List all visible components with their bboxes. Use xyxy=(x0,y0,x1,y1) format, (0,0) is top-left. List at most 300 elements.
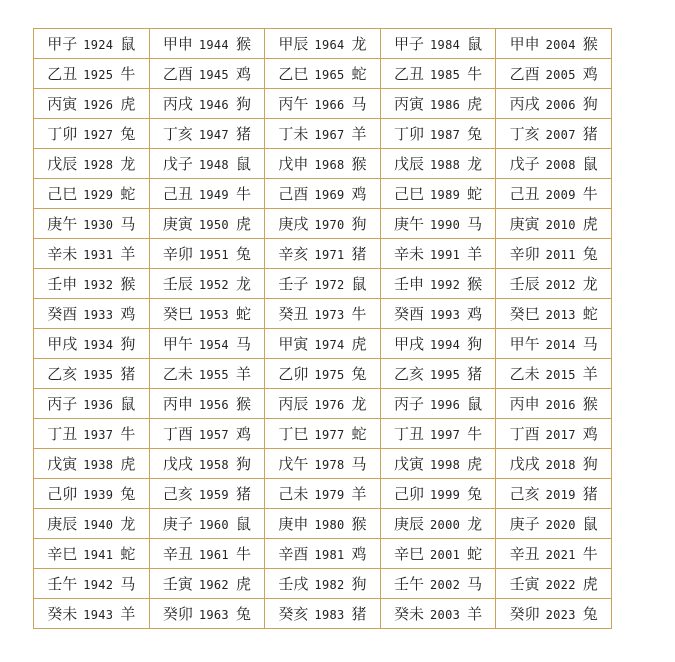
ganzhi-label: 壬午 xyxy=(394,575,425,593)
ganzhi-label: 辛丑 xyxy=(162,545,193,563)
zodiac-animal: 猪 xyxy=(235,485,251,503)
year-number: 1984 xyxy=(430,38,461,52)
zodiac-animal: 鼠 xyxy=(120,35,136,53)
year-cell xyxy=(265,149,381,179)
zodiac-animal: 虎 xyxy=(235,575,251,593)
year-cell xyxy=(149,329,265,359)
year-cell xyxy=(496,239,612,269)
year-number: 2011 xyxy=(545,248,576,262)
year-cell xyxy=(496,449,612,479)
year-cell xyxy=(149,179,265,209)
year-cell xyxy=(149,509,265,539)
zodiac-animal: 兔 xyxy=(120,485,136,503)
year-number: 1958 xyxy=(198,458,229,472)
ganzhi-label: 戊子 xyxy=(509,155,540,173)
year-cell xyxy=(496,359,612,389)
zodiac-animal: 牛 xyxy=(235,185,251,203)
ganzhi-label: 壬申 xyxy=(47,275,78,293)
year-cell xyxy=(265,569,381,599)
year-number: 1962 xyxy=(198,578,229,592)
year-cell xyxy=(496,209,612,239)
table-row xyxy=(34,569,612,599)
ganzhi-label: 甲申 xyxy=(162,35,193,53)
zodiac-animal: 牛 xyxy=(351,305,367,323)
year-cell xyxy=(149,89,265,119)
year-cell xyxy=(34,269,150,299)
zodiac-animal: 猴 xyxy=(467,275,483,293)
year-cell xyxy=(496,29,612,59)
ganzhi-label: 己巳 xyxy=(394,185,425,203)
zodiac-animal: 龙 xyxy=(351,395,367,413)
year-number: 1935 xyxy=(83,368,114,382)
ganzhi-label: 壬子 xyxy=(278,275,309,293)
year-cell xyxy=(380,209,496,239)
year-number: 1981 xyxy=(314,548,345,562)
year-number: 2016 xyxy=(545,398,576,412)
zodiac-animal: 鼠 xyxy=(582,515,598,533)
year-cell xyxy=(149,479,265,509)
zodiac-animal: 鸡 xyxy=(582,425,598,443)
zodiac-animal: 蛇 xyxy=(351,425,367,443)
year-cell xyxy=(149,539,265,569)
year-cell xyxy=(380,269,496,299)
ganzhi-label: 丁亥 xyxy=(162,125,193,143)
year-number: 1968 xyxy=(314,158,345,172)
year-number: 1986 xyxy=(430,98,461,112)
ganzhi-label: 庚申 xyxy=(278,515,309,533)
ganzhi-label: 戊戌 xyxy=(509,455,540,473)
year-cell xyxy=(380,449,496,479)
year-cell xyxy=(496,479,612,509)
zodiac-year-table-container xyxy=(33,28,612,629)
year-cell xyxy=(149,299,265,329)
zodiac-animal: 猪 xyxy=(120,365,136,383)
year-cell xyxy=(496,509,612,539)
zodiac-animal: 虎 xyxy=(235,215,251,233)
ganzhi-label: 甲子 xyxy=(394,35,425,53)
year-number: 1961 xyxy=(198,548,229,562)
year-cell xyxy=(34,419,150,449)
ganzhi-label: 己卯 xyxy=(47,485,78,503)
table-row xyxy=(34,329,612,359)
zodiac-animal: 猪 xyxy=(582,485,598,503)
year-number: 1944 xyxy=(198,38,229,52)
year-cell xyxy=(380,509,496,539)
year-number: 1951 xyxy=(198,248,229,262)
ganzhi-label: 乙巳 xyxy=(278,65,309,83)
year-cell xyxy=(380,59,496,89)
ganzhi-label: 乙酉 xyxy=(509,65,540,83)
year-number: 1949 xyxy=(198,188,229,202)
ganzhi-label: 丙午 xyxy=(278,95,309,113)
zodiac-animal: 羊 xyxy=(235,365,251,383)
year-number: 1946 xyxy=(198,98,229,112)
zodiac-animal: 牛 xyxy=(120,65,136,83)
year-cell xyxy=(496,419,612,449)
table-row xyxy=(34,389,612,419)
ganzhi-label: 乙丑 xyxy=(394,65,425,83)
year-number: 1997 xyxy=(430,428,461,442)
year-number: 1942 xyxy=(83,578,114,592)
year-number: 1959 xyxy=(198,488,229,502)
zodiac-animal: 鼠 xyxy=(467,395,483,413)
year-number: 1924 xyxy=(83,38,114,52)
year-number: 2014 xyxy=(545,338,576,352)
year-cell xyxy=(34,59,150,89)
year-cell xyxy=(265,359,381,389)
year-cell xyxy=(149,449,265,479)
year-number: 1980 xyxy=(314,518,345,532)
ganzhi-label: 己丑 xyxy=(509,185,540,203)
ganzhi-label: 甲申 xyxy=(509,35,540,53)
zodiac-animal: 鼠 xyxy=(351,275,367,293)
ganzhi-label: 乙未 xyxy=(162,365,193,383)
year-number: 1928 xyxy=(83,158,114,172)
zodiac-animal: 牛 xyxy=(582,185,598,203)
zodiac-animal: 龙 xyxy=(351,35,367,53)
year-number: 1977 xyxy=(314,428,345,442)
year-number: 1945 xyxy=(198,68,229,82)
zodiac-animal: 牛 xyxy=(235,545,251,563)
year-cell xyxy=(265,479,381,509)
table-row xyxy=(34,299,612,329)
zodiac-animal: 羊 xyxy=(582,365,598,383)
year-cell xyxy=(380,599,496,629)
year-cell xyxy=(380,569,496,599)
year-cell xyxy=(149,269,265,299)
zodiac-animal: 虎 xyxy=(120,455,136,473)
zodiac-animal: 虎 xyxy=(582,575,598,593)
year-cell xyxy=(149,569,265,599)
year-cell xyxy=(34,329,150,359)
year-cell xyxy=(265,509,381,539)
zodiac-animal: 猪 xyxy=(467,365,483,383)
table-row xyxy=(34,119,612,149)
year-number: 1937 xyxy=(83,428,114,442)
table-row xyxy=(34,509,612,539)
year-cell xyxy=(265,449,381,479)
zodiac-animal: 兔 xyxy=(235,605,251,623)
zodiac-animal: 猴 xyxy=(582,395,598,413)
year-cell xyxy=(496,59,612,89)
year-cell xyxy=(34,239,150,269)
table-row xyxy=(34,599,612,629)
ganzhi-label: 丁卯 xyxy=(394,125,425,143)
year-cell xyxy=(34,299,150,329)
zodiac-animal: 马 xyxy=(467,215,483,233)
zodiac-animal: 猪 xyxy=(351,605,367,623)
year-cell xyxy=(496,389,612,419)
zodiac-animal: 龙 xyxy=(582,275,598,293)
zodiac-animal: 鸡 xyxy=(120,305,136,323)
year-cell xyxy=(34,389,150,419)
year-number: 1983 xyxy=(314,608,345,622)
year-number: 2023 xyxy=(545,608,576,622)
ganzhi-label: 壬寅 xyxy=(162,575,193,593)
ganzhi-label: 丙申 xyxy=(162,395,193,413)
year-number: 1970 xyxy=(314,218,345,232)
year-cell xyxy=(380,119,496,149)
year-number: 1929 xyxy=(83,188,114,202)
table-row xyxy=(34,239,612,269)
zodiac-animal: 蛇 xyxy=(120,545,136,563)
ganzhi-label: 甲子 xyxy=(47,35,78,53)
year-number: 2001 xyxy=(430,548,461,562)
ganzhi-label: 甲午 xyxy=(509,335,540,353)
ganzhi-label: 壬寅 xyxy=(509,575,540,593)
ganzhi-label: 癸亥 xyxy=(278,605,309,623)
year-cell xyxy=(496,539,612,569)
year-cell xyxy=(380,239,496,269)
year-cell xyxy=(149,599,265,629)
year-cell xyxy=(34,509,150,539)
ganzhi-label: 丁卯 xyxy=(47,125,78,143)
ganzhi-label: 戊辰 xyxy=(47,155,78,173)
year-number: 1987 xyxy=(430,128,461,142)
year-cell xyxy=(265,209,381,239)
year-number: 1991 xyxy=(430,248,461,262)
zodiac-animal: 狗 xyxy=(351,575,367,593)
zodiac-animal: 鸡 xyxy=(235,425,251,443)
year-number: 1998 xyxy=(430,458,461,472)
ganzhi-label: 乙卯 xyxy=(278,365,309,383)
ganzhi-label: 丙戌 xyxy=(509,95,540,113)
year-number: 1992 xyxy=(430,278,461,292)
ganzhi-label: 癸巳 xyxy=(509,305,540,323)
zodiac-animal: 龙 xyxy=(467,515,483,533)
zodiac-animal: 蛇 xyxy=(467,185,483,203)
ganzhi-label: 庚午 xyxy=(47,215,78,233)
zodiac-year-table xyxy=(33,28,612,629)
ganzhi-label: 乙酉 xyxy=(162,65,193,83)
year-number: 1956 xyxy=(198,398,229,412)
ganzhi-label: 辛卯 xyxy=(509,245,540,263)
zodiac-animal: 猴 xyxy=(235,395,251,413)
zodiac-animal: 猪 xyxy=(351,245,367,263)
zodiac-animal: 狗 xyxy=(351,215,367,233)
ganzhi-label: 庚辰 xyxy=(47,515,78,533)
zodiac-animal: 鼠 xyxy=(582,155,598,173)
ganzhi-label: 乙亥 xyxy=(47,365,78,383)
ganzhi-label: 戊辰 xyxy=(394,155,425,173)
year-cell xyxy=(265,419,381,449)
year-number: 1960 xyxy=(198,518,229,532)
year-number: 1939 xyxy=(83,488,114,502)
year-number: 2007 xyxy=(545,128,576,142)
zodiac-animal: 兔 xyxy=(120,125,136,143)
ganzhi-label: 丁巳 xyxy=(278,425,309,443)
year-number: 2009 xyxy=(545,188,576,202)
ganzhi-label: 丙子 xyxy=(47,395,78,413)
zodiac-animal: 鼠 xyxy=(235,155,251,173)
year-cell xyxy=(380,359,496,389)
year-cell xyxy=(496,179,612,209)
zodiac-animal: 兔 xyxy=(235,245,251,263)
year-number: 2013 xyxy=(545,308,576,322)
year-number: 1926 xyxy=(83,98,114,112)
ganzhi-label: 辛巳 xyxy=(394,545,425,563)
zodiac-animal: 马 xyxy=(582,335,598,353)
year-cell xyxy=(265,329,381,359)
table-row xyxy=(34,209,612,239)
zodiac-animal: 龙 xyxy=(120,515,136,533)
ganzhi-label: 丙戌 xyxy=(162,95,193,113)
ganzhi-label: 戊申 xyxy=(278,155,309,173)
ganzhi-label: 辛亥 xyxy=(278,245,309,263)
year-number: 1995 xyxy=(430,368,461,382)
year-cell xyxy=(265,119,381,149)
zodiac-animal: 羊 xyxy=(351,485,367,503)
year-number: 1973 xyxy=(314,308,345,322)
year-cell xyxy=(34,479,150,509)
ganzhi-label: 辛巳 xyxy=(47,545,78,563)
zodiac-year-table-body xyxy=(34,29,612,629)
year-number: 1933 xyxy=(83,308,114,322)
zodiac-animal: 猪 xyxy=(582,125,598,143)
table-row xyxy=(34,89,612,119)
year-cell xyxy=(149,149,265,179)
year-number: 2008 xyxy=(545,158,576,172)
ganzhi-label: 癸酉 xyxy=(394,305,425,323)
year-number: 1965 xyxy=(314,68,345,82)
year-number: 2000 xyxy=(430,518,461,532)
ganzhi-label: 甲午 xyxy=(162,335,193,353)
year-number: 1972 xyxy=(314,278,345,292)
zodiac-animal: 鸡 xyxy=(467,305,483,323)
year-cell xyxy=(265,89,381,119)
ganzhi-label: 丁丑 xyxy=(47,425,78,443)
zodiac-animal: 虎 xyxy=(467,95,483,113)
year-cell xyxy=(496,329,612,359)
year-cell xyxy=(265,269,381,299)
year-number: 1967 xyxy=(314,128,345,142)
ganzhi-label: 丙子 xyxy=(394,395,425,413)
ganzhi-label: 辛酉 xyxy=(278,545,309,563)
ganzhi-label: 壬辰 xyxy=(162,275,193,293)
ganzhi-label: 庚寅 xyxy=(509,215,540,233)
zodiac-animal: 兔 xyxy=(467,485,483,503)
ganzhi-label: 丁未 xyxy=(278,125,309,143)
year-number: 1966 xyxy=(314,98,345,112)
year-number: 2005 xyxy=(545,68,576,82)
zodiac-animal: 兔 xyxy=(582,245,598,263)
ganzhi-label: 癸未 xyxy=(394,605,425,623)
zodiac-animal: 牛 xyxy=(582,545,598,563)
ganzhi-label: 戊午 xyxy=(278,455,309,473)
table-row xyxy=(34,29,612,59)
zodiac-animal: 虎 xyxy=(467,455,483,473)
year-cell xyxy=(380,389,496,419)
zodiac-animal: 猴 xyxy=(120,275,136,293)
year-number: 2015 xyxy=(545,368,576,382)
zodiac-animal: 牛 xyxy=(467,65,483,83)
year-cell xyxy=(149,389,265,419)
year-number: 1936 xyxy=(83,398,114,412)
year-number: 2018 xyxy=(545,458,576,472)
year-number: 1964 xyxy=(314,38,345,52)
ganzhi-label: 己酉 xyxy=(278,185,309,203)
ganzhi-label: 壬戌 xyxy=(278,575,309,593)
year-number: 2004 xyxy=(545,38,576,52)
year-number: 1976 xyxy=(314,398,345,412)
year-number: 1999 xyxy=(430,488,461,502)
year-cell xyxy=(380,329,496,359)
zodiac-animal: 狗 xyxy=(582,455,598,473)
year-number: 1975 xyxy=(314,368,345,382)
year-number: 1925 xyxy=(83,68,114,82)
year-cell xyxy=(496,269,612,299)
zodiac-animal: 兔 xyxy=(582,605,598,623)
zodiac-animal: 狗 xyxy=(235,95,251,113)
year-number: 1931 xyxy=(83,248,114,262)
ganzhi-label: 丁酉 xyxy=(509,425,540,443)
year-cell xyxy=(34,569,150,599)
ganzhi-label: 甲辰 xyxy=(278,35,309,53)
ganzhi-label: 己未 xyxy=(278,485,309,503)
year-number: 2017 xyxy=(545,428,576,442)
year-cell xyxy=(34,359,150,389)
year-number: 1930 xyxy=(83,218,114,232)
table-row xyxy=(34,179,612,209)
year-number: 1988 xyxy=(430,158,461,172)
year-number: 1953 xyxy=(198,308,229,322)
year-cell xyxy=(34,89,150,119)
year-cell xyxy=(34,209,150,239)
year-cell xyxy=(496,149,612,179)
year-number: 1934 xyxy=(83,338,114,352)
year-number: 1957 xyxy=(198,428,229,442)
year-number: 1955 xyxy=(198,368,229,382)
zodiac-animal: 马 xyxy=(467,575,483,593)
ganzhi-label: 庚午 xyxy=(394,215,425,233)
year-number: 2002 xyxy=(430,578,461,592)
zodiac-animal: 牛 xyxy=(120,425,136,443)
year-cell xyxy=(265,299,381,329)
ganzhi-label: 乙未 xyxy=(509,365,540,383)
zodiac-animal: 猴 xyxy=(351,515,367,533)
year-cell xyxy=(496,569,612,599)
year-number: 1993 xyxy=(430,308,461,322)
year-cell xyxy=(34,599,150,629)
ganzhi-label: 壬申 xyxy=(394,275,425,293)
year-number: 1969 xyxy=(314,188,345,202)
year-number: 1985 xyxy=(430,68,461,82)
year-cell xyxy=(265,59,381,89)
zodiac-animal: 虎 xyxy=(120,95,136,113)
zodiac-animal: 龙 xyxy=(235,275,251,293)
table-row xyxy=(34,359,612,389)
table-row xyxy=(34,539,612,569)
year-number: 2022 xyxy=(545,578,576,592)
ganzhi-label: 甲戌 xyxy=(47,335,78,353)
year-number: 1994 xyxy=(430,338,461,352)
zodiac-animal: 兔 xyxy=(467,125,483,143)
year-cell xyxy=(265,239,381,269)
ganzhi-label: 壬午 xyxy=(47,575,78,593)
ganzhi-label: 甲寅 xyxy=(278,335,309,353)
ganzhi-label: 乙亥 xyxy=(394,365,425,383)
ganzhi-label: 癸卯 xyxy=(509,605,540,623)
ganzhi-label: 戊寅 xyxy=(47,455,78,473)
zodiac-animal: 羊 xyxy=(120,245,136,263)
year-cell xyxy=(34,29,150,59)
ganzhi-label: 戊寅 xyxy=(394,455,425,473)
ganzhi-label: 戊戌 xyxy=(162,455,193,473)
zodiac-animal: 马 xyxy=(351,95,367,113)
year-cell xyxy=(265,179,381,209)
zodiac-animal: 蛇 xyxy=(467,545,483,563)
year-number: 1978 xyxy=(314,458,345,472)
